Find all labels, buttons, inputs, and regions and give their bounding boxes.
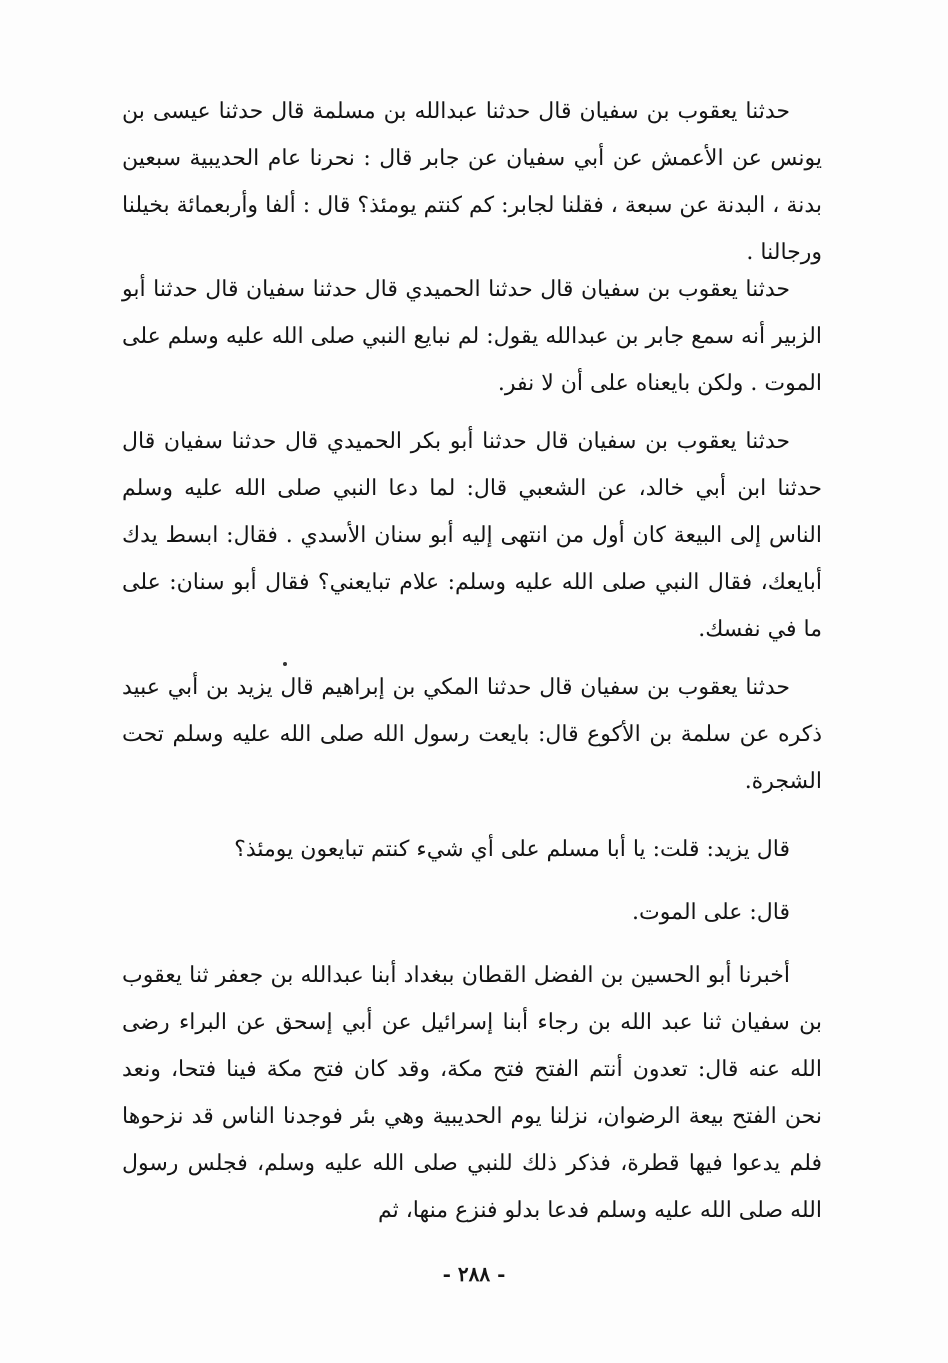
paragraph-6: قال: على الموت. [632,900,790,925]
paragraph-4: حدثنا يعقوب بن سفيان قال حدثنا المكي بن إبراهيم قال يزيد بن أبي عبيد ذكره عن سلمة بن الأكوع قال: بايعت رسول الله صلى الله عليه وسلم تحت الشجرة. [122,675,822,794]
paragraph-1: حدثنا يعقوب بن سفيان قال حدثنا عبدالله بن مسلمة قال حدثنا عيسى بن يونس عن الأعمش عن أبي سفيان عن جابر قال : نحرنا عام الحديبية سبعين بدنة ، البدنة عن سبعة ، فقلنا لجابر: كم كنتم يومئذ؟ قال : ألفا وأربعمائة بخيلنا ورجالنا . [122,99,822,265]
paragraph-7: أخبرنا أبو الحسين بن الفضل القطان ببغداد أبنا عبدالله بن جعفر ثنا يعقوب بن سفيان ثنا عبد الله بن رجاء أبنا إسرائيل عن أبي إسحق عن البراء رضى الله عنه قال: تعدون أنتم الفتح فتح مكة، وقد كان فتح مكة فينا فتحا، ونعد نحن الفتح بيعة الرضوان، نزلنا يوم الحديبية وهي بئر فوجدنا الناس قد نزحوها فلم يدعوا فيها قطرة، فذكر ذلك للنبي صلى الله عليه وسلم، فجلس رسول الله صلى الله عليه وسلم فدعا بدلو فنزع منها، ثم [122,963,822,1223]
paragraph-2: حدثنا يعقوب بن سفيان قال حدثنا الحميدي قال حدثنا سفيان قال حدثنا أبو الزبير أنه سمع جابر بن عبدالله يقول: لم نبايع النبي صلى الله عليه وسلم على الموت . ولكن بايعناه على أن لا نفر. [122,277,822,396]
page-number: - ٢٨٨ - [442,1262,506,1286]
paragraph-3: حدثنا يعقوب بن سفيان قال حدثنا أبو بكر الحميدي قال حدثنا سفيان قال حدثنا ابن أبي خالد، عن الشعبي قال: لما دعا النبي صلى الله عليه وسلم الناس إلى البيعة كان أول من انتهى إليه أبو سنان الأسدي . فقال: ابسط يدك أبايعك، فقال النبي صلى الله عليه وسلم: علام تبايعني؟ فقال أبو سنان: على ما في نفسك. [122,429,822,642]
paragraph-5: قال يزيد: قلت: يا أبا مسلم على أي شيء كنتم تبايعون يومئذ؟ [234,837,790,862]
